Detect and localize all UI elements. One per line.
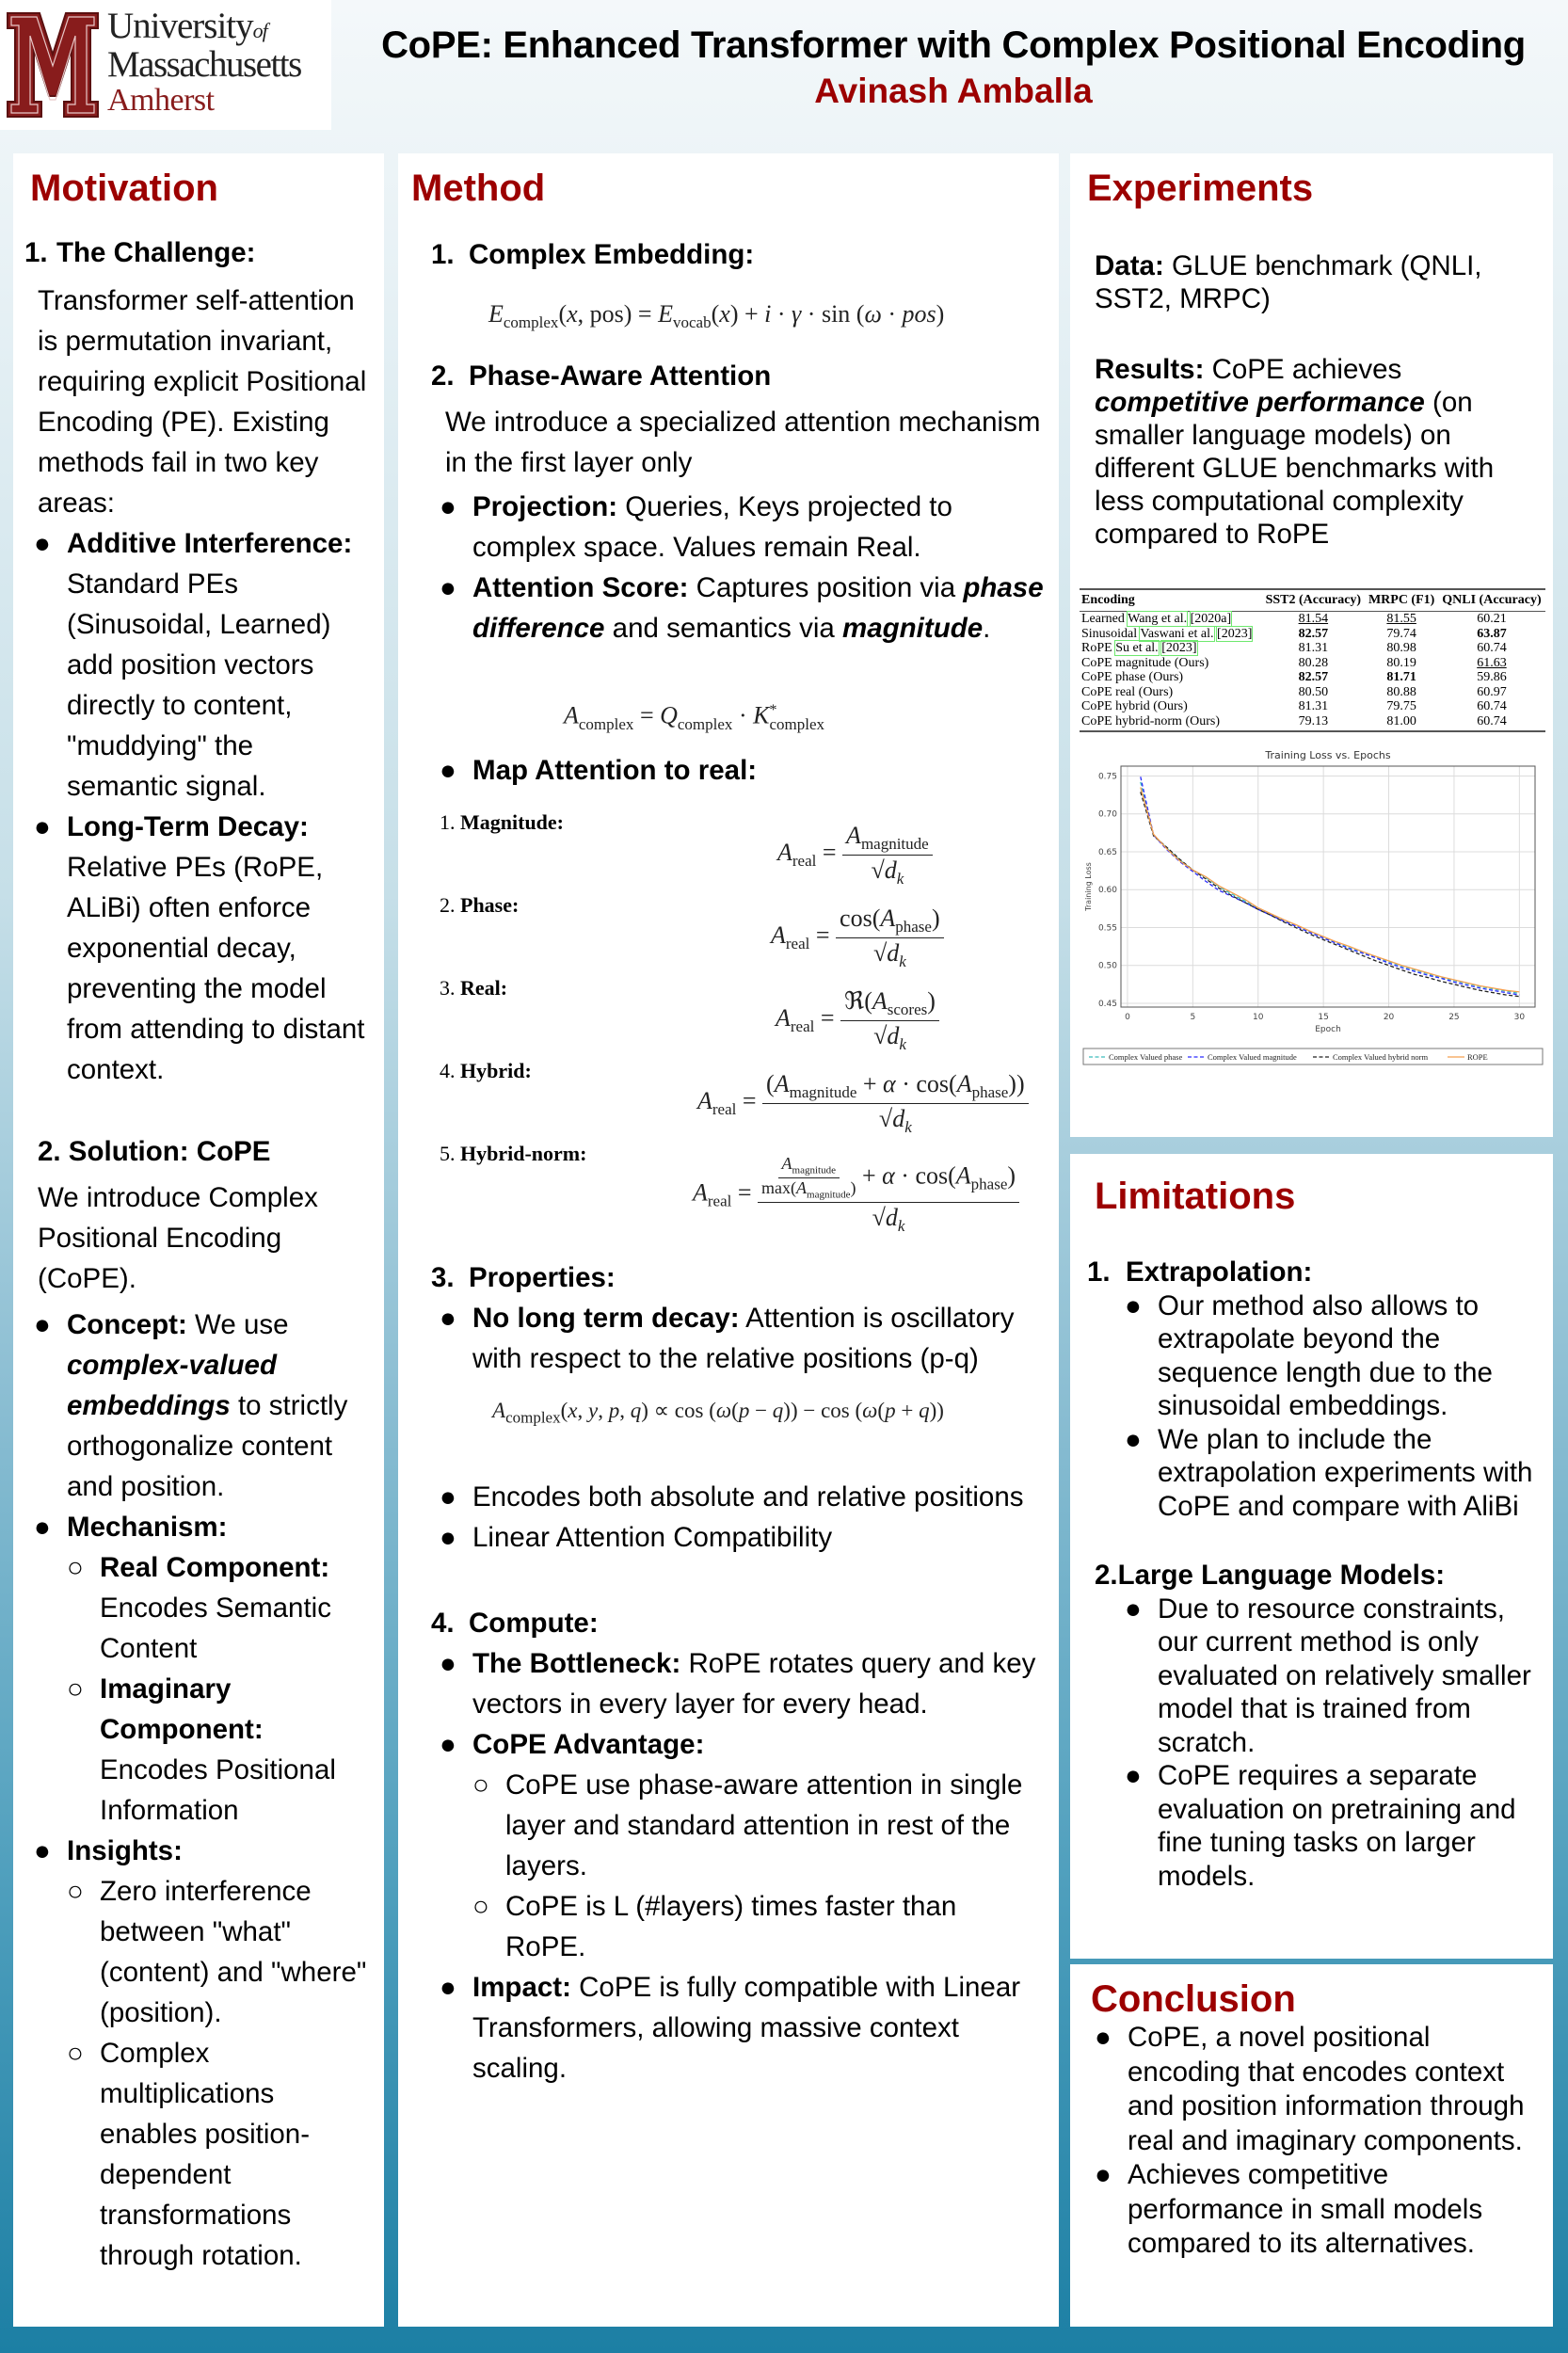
value-cell: 81.31 bbox=[1298, 699, 1329, 713]
value-cell: 80.98 bbox=[1386, 641, 1416, 655]
encoding-cell bbox=[1080, 670, 1261, 685]
table-row bbox=[1080, 656, 1545, 671]
limitation-heading: 1. Extrapolation: bbox=[1087, 1257, 1313, 1288]
encoding-name: CoPE phase (Ours) bbox=[1081, 670, 1184, 684]
magnitude-equation: $A_{real}$ = $\frac{A_{magnitude}}{√d_k}$ bbox=[777, 821, 933, 888]
concept-pre: We use bbox=[195, 1309, 289, 1340]
circle-bullet-icon: ○ bbox=[67, 2038, 84, 2069]
bullet-icon: ● bbox=[34, 1512, 51, 1543]
value-cell: 79.74 bbox=[1386, 626, 1416, 641]
method-panel bbox=[398, 153, 1059, 2327]
loss-chart-svg bbox=[1081, 745, 1546, 1084]
x-tick-label: 0 bbox=[1125, 1013, 1130, 1022]
data-text: GLUE benchmark (QNLI, SST2, MRPC) bbox=[1095, 250, 1482, 314]
value-cell: 81.31 bbox=[1298, 641, 1329, 655]
table-header: MRPC (F1) bbox=[1365, 589, 1438, 612]
properties-heading bbox=[431, 1257, 1044, 1298]
insight-item bbox=[67, 1871, 369, 2033]
value-cell: 80.88 bbox=[1386, 684, 1416, 699]
logo-line-3: Amherst bbox=[107, 83, 215, 118]
bullet-icon: ● bbox=[1125, 1289, 1142, 1321]
encoding-name: CoPE real (Ours) bbox=[1081, 684, 1174, 699]
y-tick-label: 0.75 bbox=[1097, 772, 1117, 782]
variant-list bbox=[406, 802, 1044, 1237]
concept-post: to strictly orthogonalize content and position. bbox=[67, 1390, 348, 1502]
bottleneck-text: RoPE rotates query and key vectors in every layer for every head. bbox=[472, 1648, 1036, 1720]
mechanism-item bbox=[67, 1669, 369, 1831]
section-number: 3. bbox=[431, 1262, 455, 1293]
value-cell: 60.74 bbox=[1477, 699, 1507, 713]
y-axis-label: Training Loss bbox=[1084, 862, 1093, 911]
section-heading-text: Compute: bbox=[469, 1608, 599, 1639]
bullet-icon: ● bbox=[34, 1835, 51, 1866]
legend-entry: Complex Valued magnitude bbox=[1208, 1052, 1297, 1062]
property-text: Linear Attention Compatibility bbox=[472, 1522, 833, 1553]
bullet-icon: ● bbox=[1095, 2159, 1112, 2190]
value-cell: 61.63 bbox=[1477, 655, 1507, 670]
embedding-heading bbox=[431, 234, 1044, 275]
conclusion-text: Achieves competitive performance in small models compared to its alternatives. bbox=[1128, 2159, 1483, 2259]
bullet-icon: ● bbox=[34, 1309, 51, 1340]
value-cell: 63.87 bbox=[1477, 626, 1507, 641]
legend-entry: Complex Valued phase bbox=[1109, 1052, 1183, 1062]
chart-title: Training Loss vs. Epochs bbox=[1265, 749, 1391, 761]
table-row bbox=[1080, 699, 1545, 714]
results-emphasis: competitive performance bbox=[1095, 387, 1425, 418]
encoding-cell bbox=[1080, 612, 1261, 627]
projection-bullet bbox=[440, 487, 1044, 568]
mechanism-item-text: Encodes Positional Information bbox=[100, 1754, 336, 1826]
value-cell: 60.74 bbox=[1477, 641, 1507, 655]
variant-name: Phase: bbox=[460, 893, 520, 917]
decay-bullet bbox=[440, 1298, 1044, 1379]
legend-entry: ROPE bbox=[1467, 1052, 1488, 1062]
table-row bbox=[1080, 612, 1545, 627]
encoding-cell bbox=[1080, 685, 1261, 700]
table-header: SST2 (Accuracy) bbox=[1261, 589, 1365, 612]
bullet-icon: ● bbox=[440, 1303, 456, 1334]
encoding-cell bbox=[1080, 627, 1261, 642]
advantage-item bbox=[472, 1886, 1044, 1967]
citation-link[interactable]: Vaswani et al. bbox=[1140, 626, 1214, 641]
variant-hybrid-norm bbox=[406, 1133, 1044, 1237]
concept-bullet bbox=[34, 1305, 369, 1507]
variant-name: Magnitude: bbox=[460, 810, 564, 834]
impact-bold: Impact: bbox=[472, 1972, 571, 2003]
mechanism-item bbox=[67, 1547, 369, 1669]
bullet-icon: ● bbox=[440, 1522, 456, 1553]
table-row bbox=[1080, 685, 1545, 700]
challenge-number: 1. bbox=[24, 237, 48, 268]
citation-link[interactable]: Su et al. bbox=[1115, 641, 1159, 655]
property-bullet bbox=[440, 1517, 1044, 1558]
value-cell: 82.57 bbox=[1298, 626, 1329, 641]
insights-bullet bbox=[34, 1831, 369, 2276]
value-cell: 81.00 bbox=[1365, 714, 1438, 732]
bullet-icon: ● bbox=[440, 1972, 456, 2003]
logo-line-2: Massachusetts bbox=[107, 44, 301, 85]
projection-text: Queries, Keys projected to complex space. Values remain Real. bbox=[472, 491, 952, 563]
conclusion-panel bbox=[1070, 1964, 1553, 2327]
bullet-icon: ● bbox=[440, 1481, 456, 1513]
encoding-cell bbox=[1080, 656, 1261, 671]
attention-text: We introduce a specialized attention mechanism in the first layer only bbox=[445, 407, 1041, 478]
map-bold: Map Attention to real: bbox=[472, 755, 758, 786]
variant-number: 1. bbox=[440, 810, 456, 834]
section-heading-text: Complex Embedding: bbox=[469, 239, 755, 270]
table-header: QNLI (Accuracy) bbox=[1438, 589, 1545, 612]
variant-name: Hybrid-norm: bbox=[460, 1142, 587, 1165]
y-tick-label: 0.60 bbox=[1097, 886, 1117, 896]
insights-bold: Insights: bbox=[67, 1835, 183, 1866]
variant-real bbox=[406, 968, 1044, 1053]
encoding-cell bbox=[1080, 699, 1261, 714]
projection-bold: Projection: bbox=[472, 491, 618, 522]
y-tick-label: 0.50 bbox=[1097, 961, 1117, 971]
bullet-text: Standard PEs (Sinusoidal, Learned) add position vectors directly to content, "muddying" the semantic signal. bbox=[67, 568, 331, 802]
limitation-bullet bbox=[1125, 1593, 1540, 1760]
impact-text: CoPE is fully compatible with Linear Transformers, allowing massive context scaling. bbox=[472, 1972, 1021, 2084]
circle-bullet-icon: ○ bbox=[472, 1891, 489, 1922]
chart-background bbox=[1081, 745, 1546, 1084]
score-bold: Attention Score: bbox=[472, 572, 689, 603]
advantage-bold: CoPE Advantage: bbox=[472, 1729, 705, 1760]
y-tick-label: 0.55 bbox=[1097, 923, 1117, 934]
limitation-bullet bbox=[1125, 1423, 1540, 1524]
concept-emphasis: complex-valued embeddings bbox=[67, 1350, 277, 1421]
decay-bold: No long term decay: bbox=[472, 1303, 740, 1334]
value-cell: 79.75 bbox=[1386, 699, 1416, 713]
results-table bbox=[1080, 588, 1545, 732]
x-tick-label: 20 bbox=[1383, 1013, 1395, 1022]
attention-heading bbox=[431, 356, 1044, 396]
compute-heading bbox=[431, 1603, 1044, 1643]
y-tick-label: 0.70 bbox=[1097, 809, 1117, 820]
table-header: Encoding bbox=[1080, 589, 1261, 612]
results-pre: CoPE achieves bbox=[1204, 354, 1402, 385]
variant-number: 5. bbox=[440, 1142, 456, 1165]
challenge-text: Transformer self-attention is permutation invariant, requiring explicit Positional Encoding (PE). Existing methods fail in two key areas: bbox=[38, 285, 367, 519]
challenge-heading-text: The Challenge: bbox=[56, 237, 256, 268]
section-heading-text: Properties: bbox=[469, 1262, 616, 1293]
value-cell: 59.86 bbox=[1477, 670, 1507, 684]
bullet-icon: ● bbox=[1125, 1423, 1142, 1455]
value-cell: 80.19 bbox=[1386, 655, 1416, 670]
bullet-icon: ● bbox=[440, 1648, 456, 1679]
limitation-bullet bbox=[1125, 1289, 1540, 1423]
table-row bbox=[1080, 627, 1545, 642]
limitation-text: We plan to include the extrapolation experiments with CoPE and compare with AliBi bbox=[1158, 1423, 1533, 1522]
advantage-text: CoPE use phase-aware attention in single layer and standard attention in rest of the layers. bbox=[505, 1769, 1023, 1881]
oscillation-equation: $A_{complex}(x$, y, p, q) ∝ cos (ω(p − q)) − cos (ω(p + q)) bbox=[492, 1399, 944, 1427]
property-bullet bbox=[440, 1477, 1044, 1517]
attention-score-equation: $A_{complex} = Q_{complex} \cdot K^*_{complex}$ bbox=[564, 701, 824, 733]
score-emphasis-2: magnitude bbox=[842, 613, 984, 644]
bullet-bold: Long-Term Decay: bbox=[67, 811, 309, 842]
variant-name: Hybrid: bbox=[460, 1059, 532, 1082]
score-emphasis-1: phase difference bbox=[472, 572, 1044, 644]
impact-bullet bbox=[440, 1967, 1044, 2089]
mechanism-item-bold: Real Component: bbox=[100, 1552, 330, 1583]
results-paragraph bbox=[1095, 353, 1540, 551]
advantage-text: CoPE is L (#layers) times faster than RoPE. bbox=[505, 1891, 957, 1962]
y-tick-label: 0.45 bbox=[1097, 999, 1117, 1009]
score-post: . bbox=[983, 613, 991, 644]
bullet-icon: ● bbox=[440, 1729, 456, 1760]
bullet-icon: ● bbox=[440, 572, 456, 603]
bullet-icon: ● bbox=[1125, 1593, 1142, 1625]
value-cell: 80.50 bbox=[1298, 684, 1329, 699]
bullet-text: Relative PEs (RoPE, ALiBi) often enforce exponential decay, preventing the model from attending to distant context. bbox=[67, 852, 365, 1085]
x-tick-label: 10 bbox=[1253, 1013, 1264, 1022]
value-cell: 60.97 bbox=[1477, 684, 1507, 699]
limitation-text: Due to resource constraints, our current method is only evaluated on relatively smaller model that is trained from scratch. bbox=[1158, 1593, 1531, 1758]
conclusion-text: CoPE, a novel positional encoding that encodes context and position information through real and imaginary components. bbox=[1128, 2022, 1525, 2156]
experiments-panel bbox=[1070, 153, 1553, 1137]
table-row bbox=[1080, 670, 1545, 685]
decay-text: Attention is oscillatory with respect to the relative positions (p-q) bbox=[472, 1303, 1015, 1374]
x-tick-label: 25 bbox=[1448, 1013, 1460, 1022]
variant-number: 3. bbox=[440, 976, 456, 1000]
logo-of: of bbox=[252, 19, 267, 42]
challenge-bullet bbox=[34, 807, 369, 1090]
circle-bullet-icon: ○ bbox=[67, 1673, 84, 1705]
encoding-name: Learned bbox=[1081, 612, 1125, 626]
section-heading-text: Phase-Aware Attention bbox=[469, 360, 772, 392]
encoding-cell bbox=[1080, 714, 1261, 732]
conclusion-bullet bbox=[1095, 2021, 1540, 2158]
results-post: (on smaller language models) on different GLUE benchmarks with less computational complexity compared to RoPE bbox=[1095, 387, 1495, 550]
score-pre: Captures position via bbox=[696, 572, 956, 603]
solution-heading: 2. Solution: CoPE bbox=[38, 1136, 271, 1167]
variant-number: 2. bbox=[440, 893, 456, 917]
limitation-text: Our method also allows to extrapolate beyond the sequence length due to the sinusoidal embeddings. bbox=[1158, 1289, 1493, 1421]
poster-title: CoPE: Enhanced Transformer with Complex Positional Encoding bbox=[381, 24, 1526, 66]
data-bold: Data: bbox=[1095, 250, 1164, 281]
limitations-panel bbox=[1070, 1154, 1553, 1959]
citation-year-link[interactable]: [2020a] bbox=[1190, 612, 1232, 626]
encoding-name: CoPE hybrid (Ours) bbox=[1081, 699, 1188, 713]
x-axis-label: Epoch bbox=[1315, 1025, 1341, 1034]
limitations-title: Limitations bbox=[1095, 1176, 1296, 1217]
circle-bullet-icon: ○ bbox=[472, 1769, 489, 1801]
bottleneck-bold: The Bottleneck: bbox=[472, 1648, 681, 1679]
encoding-name: CoPE hybrid-norm (Ours) bbox=[1081, 713, 1220, 728]
bullet-icon: ● bbox=[1095, 2022, 1112, 2053]
encoding-name: RoPE bbox=[1081, 641, 1112, 655]
citation-year-link[interactable]: [2023] bbox=[1217, 626, 1253, 641]
mechanism-bullet bbox=[34, 1507, 369, 1831]
data-paragraph bbox=[1095, 249, 1540, 315]
value-cell: 60.21 bbox=[1477, 612, 1507, 626]
mechanism-bold: Mechanism: bbox=[67, 1512, 228, 1543]
limitation-bullet bbox=[1125, 1759, 1540, 1893]
section-number: 1. bbox=[431, 239, 455, 270]
section-number: 2. bbox=[431, 360, 455, 392]
mechanism-item-bold: Imaginary Component: bbox=[100, 1673, 264, 1745]
limitation-heading: 2.Large Language Models: bbox=[1095, 1560, 1446, 1591]
circle-bullet-icon: ○ bbox=[67, 1876, 84, 1907]
motivation-panel bbox=[13, 153, 384, 2327]
hybrid-equation: $A_{real}$ = $\frac{(A_{magnitude} + \alpha \cdot \cos(A_{phase}))}{√d_k}$ bbox=[697, 1069, 1029, 1137]
solution-text: We introduce Complex Positional Encoding (CoPE). bbox=[38, 1182, 318, 1294]
challenge-heading bbox=[24, 232, 369, 273]
x-tick-label: 5 bbox=[1190, 1013, 1196, 1022]
encoding-cell bbox=[1080, 641, 1261, 656]
encoding-name: CoPE magnitude (Ours) bbox=[1081, 655, 1209, 670]
section-number: 4. bbox=[431, 1608, 455, 1639]
value-cell: 81.55 bbox=[1386, 612, 1416, 626]
value-cell: 79.13 bbox=[1261, 714, 1365, 732]
value-cell: 81.54 bbox=[1298, 612, 1329, 626]
value-cell: 80.28 bbox=[1298, 655, 1329, 670]
training-loss-chart bbox=[1081, 745, 1540, 1089]
variant-number: 4. bbox=[440, 1059, 456, 1082]
variant-hybrid bbox=[406, 1050, 1044, 1136]
results-bold: Results: bbox=[1095, 354, 1205, 385]
real-equation: $A_{real}$ = $\frac{ℜ(A_{scores})}{√d_k}$ bbox=[776, 986, 939, 1054]
property-text: Encodes both absolute and relative positions bbox=[472, 1481, 1024, 1513]
conclusion-bullet bbox=[1095, 2158, 1540, 2262]
score-bullet bbox=[440, 568, 1044, 648]
bullet-icon: ● bbox=[34, 528, 51, 559]
experiments-title: Experiments bbox=[1087, 168, 1314, 209]
limitation-text: CoPE requires a separate evaluation on pretraining and fine tuning tasks on larger models. bbox=[1158, 1760, 1516, 1892]
insight-text: Complex multiplications enables position-dependent transformations through rotation. bbox=[100, 2038, 311, 2271]
variant-phase bbox=[406, 885, 1044, 968]
table-row bbox=[1080, 714, 1545, 732]
advantage-item bbox=[472, 1765, 1044, 1886]
poster-author: Avinash Amballa bbox=[814, 72, 1093, 110]
x-tick-label: 30 bbox=[1513, 1013, 1526, 1022]
concept-bold: Concept: bbox=[67, 1309, 187, 1340]
citation-link[interactable]: Wang et al. bbox=[1128, 612, 1188, 626]
insight-item bbox=[67, 2033, 369, 2276]
table-row bbox=[1080, 641, 1545, 656]
value-cell: 60.74 bbox=[1438, 714, 1545, 732]
variant-magnitude bbox=[406, 802, 1044, 888]
circle-bullet-icon: ○ bbox=[67, 1552, 84, 1583]
umass-m-logo-icon bbox=[6, 9, 100, 120]
university-logo bbox=[0, 0, 331, 130]
variant-name: Real: bbox=[460, 976, 508, 1000]
bottleneck-bullet bbox=[440, 1643, 1044, 1724]
table-header-row bbox=[1080, 589, 1545, 612]
encoding-name: Sinusoidal bbox=[1081, 626, 1138, 641]
insight-text: Zero interference between "what" (content) and "where" (position). bbox=[100, 1876, 367, 2028]
bullet-icon: ● bbox=[1125, 1760, 1142, 1791]
bullet-bold: Additive Interference: bbox=[67, 528, 353, 559]
legend-entry: Complex Valued hybrid norm bbox=[1333, 1052, 1429, 1062]
value-cell: 82.57 bbox=[1298, 670, 1329, 684]
bullet-icon: ● bbox=[440, 491, 456, 522]
citation-year-link[interactable]: [2023] bbox=[1161, 641, 1197, 655]
value-cell: 81.71 bbox=[1386, 670, 1416, 684]
motivation-title: Motivation bbox=[30, 168, 218, 209]
embedding-equation: $E_{complex}(x$, $pos) = E_{vocab}(x) + i \cdot \gamma \cdot \sin (\omega \cdot pos)$ bbox=[488, 300, 945, 332]
phase-equation: $A_{real}$ = $\frac{\cos(A_{phase})}{√d_k}$ bbox=[771, 904, 944, 971]
bullet-icon: ● bbox=[34, 811, 51, 842]
hybrid-norm-equation: $A_{real}$ = $\frac{A_{magnitude}}{\max(A_{magnitude})}$ + $\alpha \cdot \cos(A_{phase})$ $√d_k$ bbox=[693, 1154, 1019, 1236]
challenge-bullet bbox=[34, 523, 369, 807]
advantage-bullet bbox=[440, 1724, 1044, 1967]
y-tick-label: 0.65 bbox=[1097, 847, 1117, 857]
logo-line-1: University bbox=[107, 6, 253, 46]
conclusion-title: Conclusion bbox=[1091, 1978, 1296, 2020]
method-title: Method bbox=[411, 168, 546, 209]
mechanism-item-text: Encodes Semantic Content bbox=[100, 1593, 331, 1664]
map-bullet bbox=[440, 750, 1044, 791]
bullet-icon: ● bbox=[440, 755, 456, 786]
x-tick-label: 15 bbox=[1318, 1013, 1329, 1022]
score-mid: and semantics via bbox=[612, 613, 835, 644]
